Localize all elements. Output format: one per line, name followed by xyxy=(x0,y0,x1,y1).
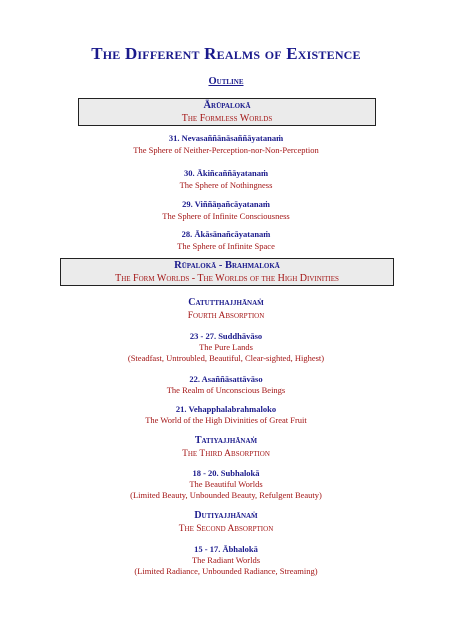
realm-30-english: The Sphere of Nothingness xyxy=(179,180,273,190)
rupa-box xyxy=(60,258,394,286)
arupa-heading: Ārūpalokā xyxy=(203,100,251,111)
realm-18-20-english: The Beautiful Worlds xyxy=(189,479,263,489)
arupa-box xyxy=(78,98,376,126)
realm-21-pali: 21. Vehapphalabrahmaloko xyxy=(175,404,277,414)
realm-21-english: The World of the High Divinities of Great Fruit xyxy=(145,415,307,425)
page-title: The Different Realms of Existence xyxy=(91,44,361,63)
realm-15-17-desc: (Limited Radiance, Unbounded Radiance, Streaming) xyxy=(134,566,318,576)
realm-15-17-english: The Radiant Worlds xyxy=(191,555,261,565)
realm-28-pali: 28. Ākāsānañcāyatanaṁ xyxy=(181,229,271,239)
realm-29-english: The Sphere of Infinite Consciousness xyxy=(162,211,290,221)
jhana3-heading: Tatiyajjhānaṁ xyxy=(194,435,258,446)
realm-28-english: The Sphere of Infinite Space xyxy=(177,241,275,251)
jhana4-heading: Catutthajjhānaṁ xyxy=(188,297,264,308)
realm-31-english: The Sphere of Neither-Perception-nor-Non-Perception xyxy=(133,145,319,155)
outline-heading: Outline xyxy=(208,76,244,87)
realm-18-20-desc: (Limited Beauty, Unbounded Beauty, Refulgent Beauty) xyxy=(130,490,322,500)
rupa-heading: Rūpalokā - Brahmalokā xyxy=(174,260,280,271)
realm-23-27-desc: (Steadfast, Untroubled, Beautiful, Clear-sighted, Highest) xyxy=(127,353,325,363)
realm-23-27-english: The Pure Lands xyxy=(199,342,253,352)
jhana2-subheading: The Second Absorption xyxy=(178,524,274,534)
realm-30-pali: 30. Ākiñcaññāyatanaṁ xyxy=(183,168,269,178)
rupa-subheading: The Form Worlds - The Worlds of the High Divinities xyxy=(115,273,339,284)
realm-22-pali: 22. Asaññāsattāvāso xyxy=(189,374,263,384)
arupa-subheading: The Formless Worlds xyxy=(181,113,273,124)
realm-23-27-pali: 23 - 27. Suddhāvāso xyxy=(189,331,263,341)
jhana2-heading: Dutiyajjhānaṁ xyxy=(194,510,258,521)
realm-22-english: The Realm of Unconscious Beings xyxy=(166,385,286,395)
realm-29-pali: 29. Viññāṇañcāyatanaṁ xyxy=(182,199,270,209)
realm-15-17-pali: 15 - 17. Ābhalokā xyxy=(194,544,258,554)
realm-31-pali: 31. Nevasaññānāsaññāyatanaṁ xyxy=(168,133,284,143)
realm-18-20-pali: 18 - 20. Subhalokā xyxy=(192,468,260,478)
jhana3-subheading: The Third Absorption xyxy=(182,449,270,459)
jhana4-subheading: Fourth Absorption xyxy=(187,311,265,321)
